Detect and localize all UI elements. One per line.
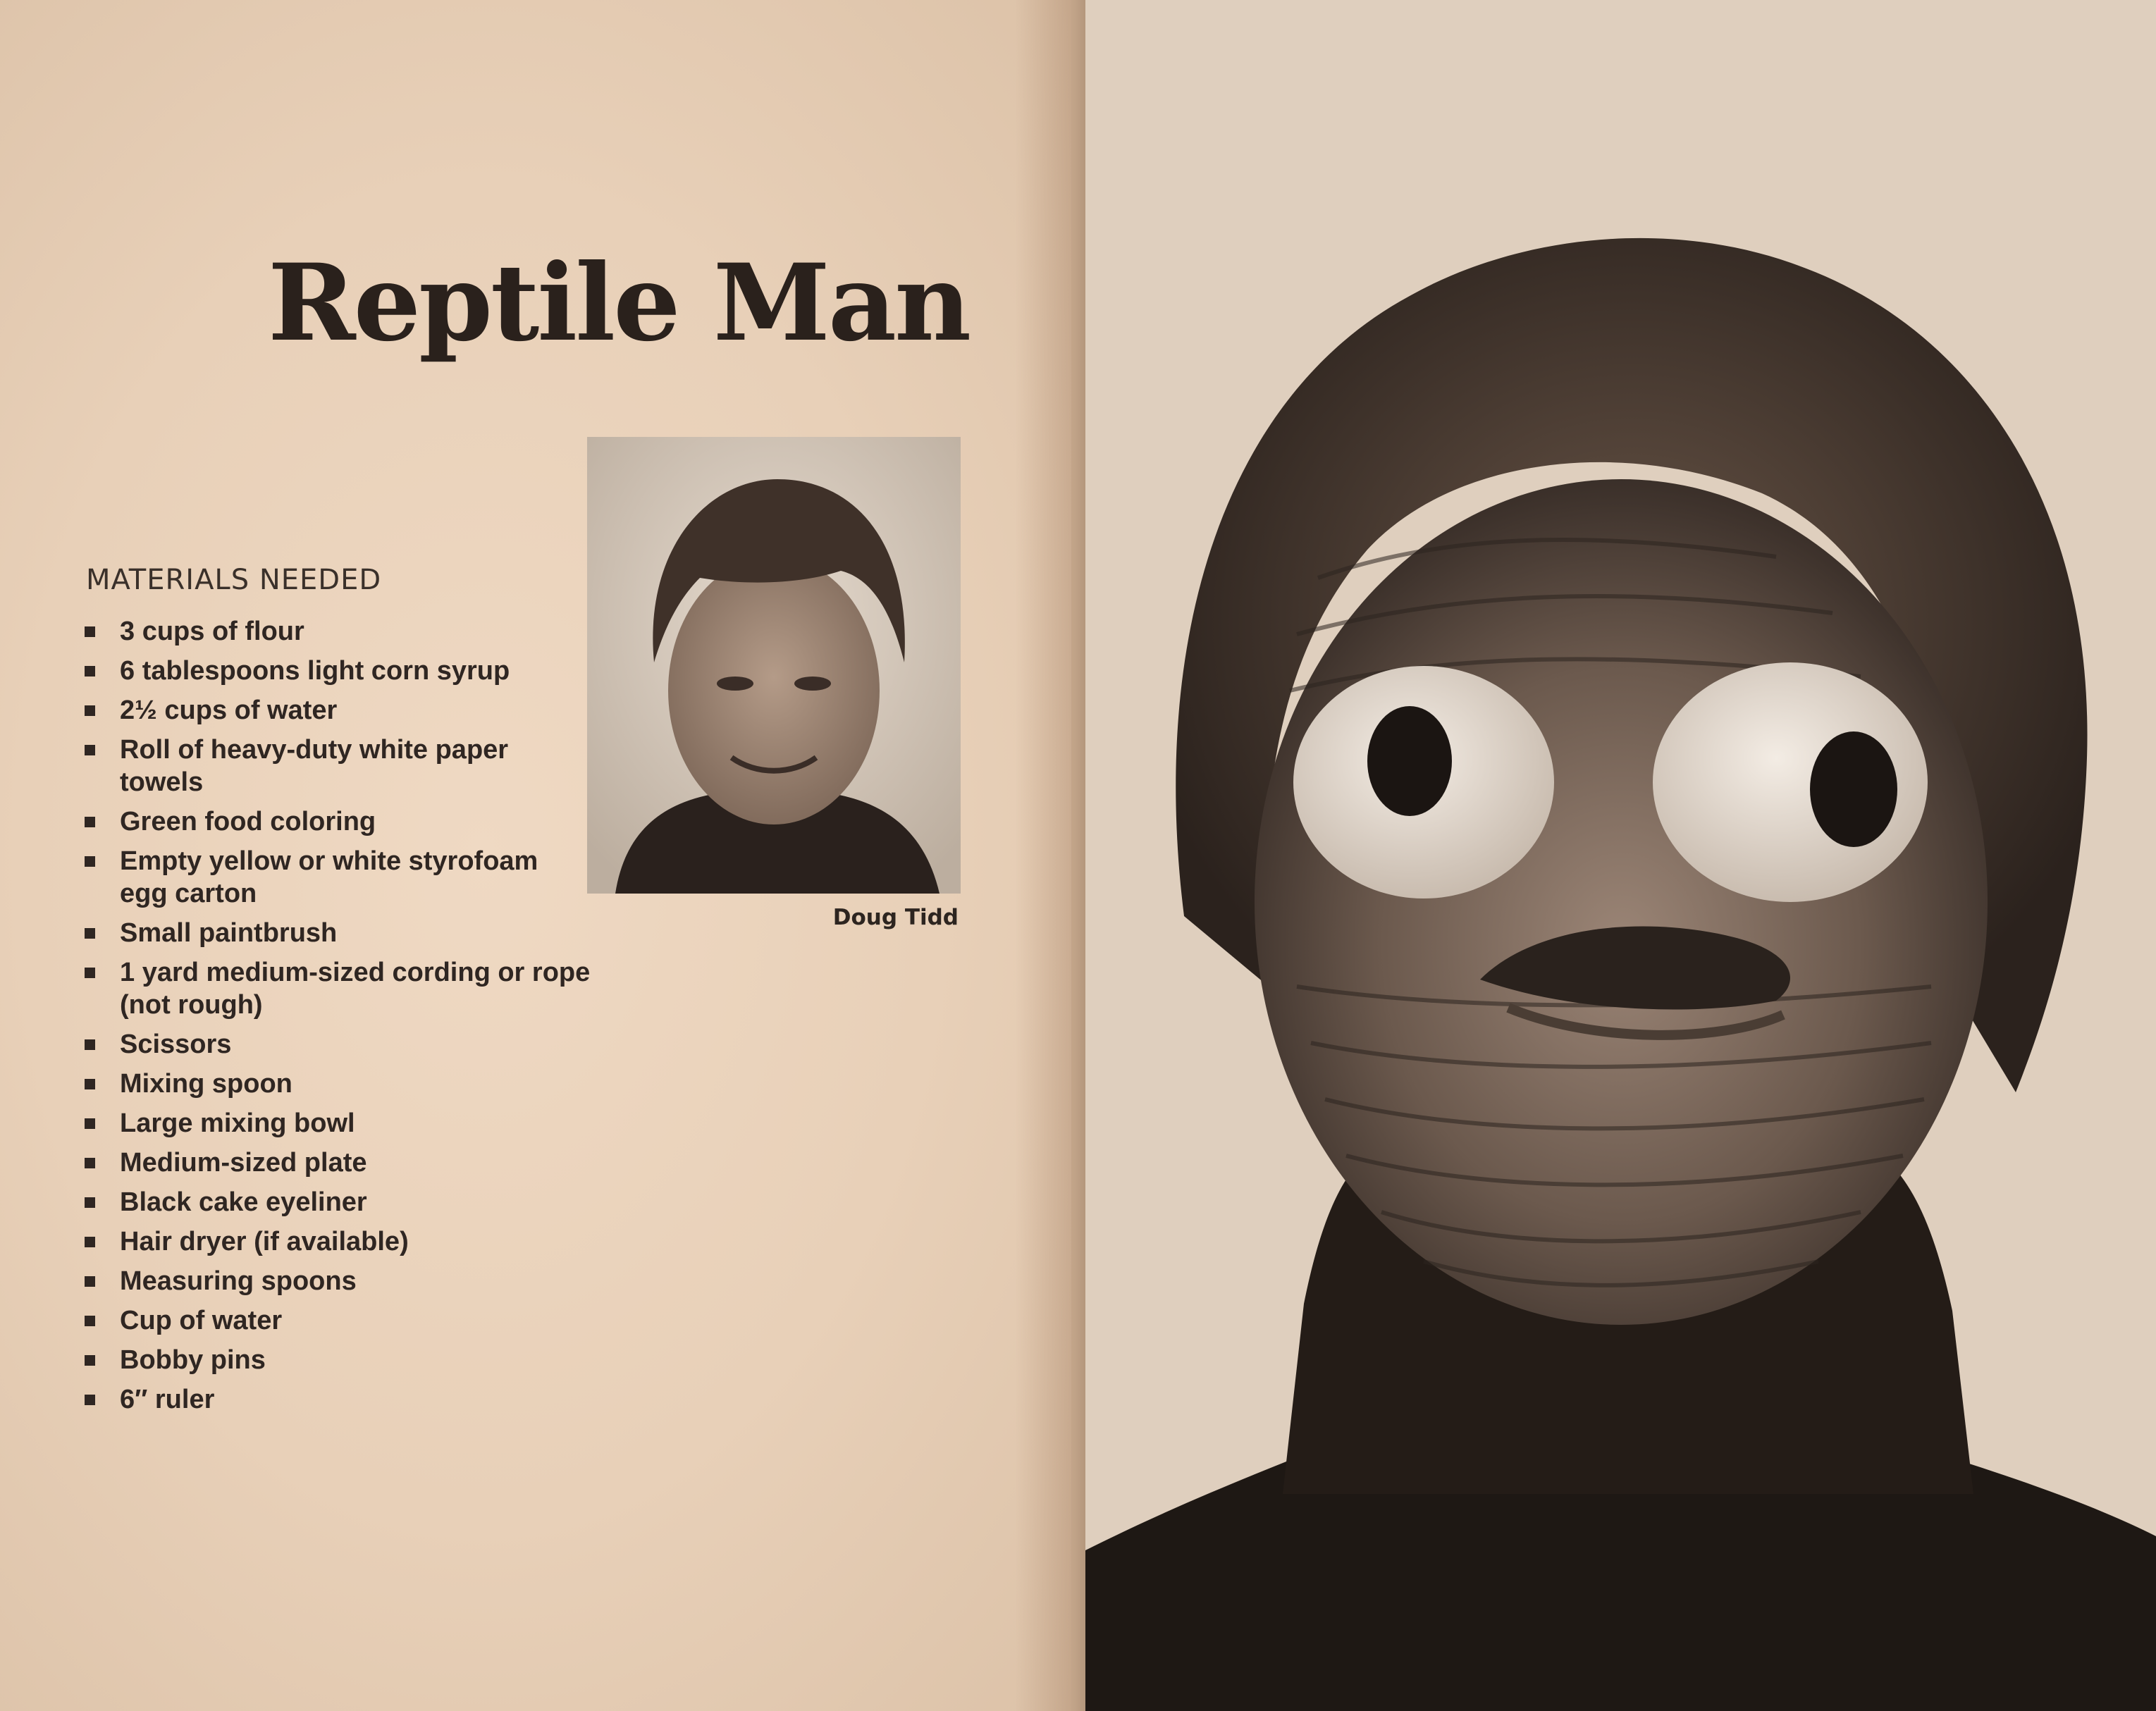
list-item — [79, 1225, 615, 1258]
list-item-text: Bobby pins — [120, 1345, 266, 1375]
list-item — [79, 845, 543, 910]
list-item — [79, 694, 615, 727]
boy-portrait-image — [587, 437, 961, 894]
list-item-text: Roll of heavy-duty white paper towels — [120, 735, 509, 797]
bullet-icon — [85, 1237, 95, 1247]
list-item-text: 6 tablespoons light corn syrup — [120, 656, 510, 686]
list-item — [79, 1068, 615, 1100]
list-item — [79, 956, 599, 1021]
list-item-text: Cup of water — [120, 1306, 283, 1335]
bullet-icon — [85, 1158, 95, 1168]
bullet-icon — [85, 1118, 95, 1129]
list-item-text: Large mixing bowl — [120, 1108, 355, 1138]
bullet-icon — [85, 1276, 95, 1287]
materials-heading: MATERIALS NEEDED — [86, 564, 382, 596]
bullet-icon — [85, 1079, 95, 1089]
list-item-text: 3 cups of flour — [120, 617, 304, 646]
photo-caption: Doug Tidd — [832, 905, 959, 930]
bullet-icon — [85, 1316, 95, 1326]
materials-list — [79, 615, 615, 1423]
bullet-icon — [85, 626, 95, 637]
list-item — [79, 734, 571, 798]
reptile-mask-photo — [1085, 0, 2156, 1711]
list-item — [79, 805, 615, 838]
page-title: Reptile Man — [268, 241, 970, 365]
bullet-icon — [85, 928, 95, 939]
list-item — [79, 1028, 615, 1061]
portrait-photo — [587, 437, 961, 894]
list-item — [79, 1107, 615, 1139]
bullet-icon — [85, 666, 95, 677]
left-page — [0, 0, 1071, 1711]
list-item-text: Measuring spoons — [120, 1266, 357, 1296]
list-item — [79, 615, 615, 648]
reptile-mask-image — [1085, 0, 2156, 1711]
bullet-icon — [85, 1039, 95, 1050]
list-item-text: Hair dryer (if available) — [120, 1227, 409, 1256]
list-item-text: 1 yard medium-sized cording or rope (not rough) — [120, 958, 591, 1020]
right-page — [1085, 0, 2156, 1711]
bullet-icon — [85, 968, 95, 978]
bullet-icon — [85, 1355, 95, 1366]
list-item-text: Green food coloring — [120, 807, 376, 836]
bullet-icon — [85, 817, 95, 827]
bullet-icon — [85, 745, 95, 755]
list-item-text: 6″ ruler — [120, 1385, 215, 1414]
list-item-text: Small paintbrush — [120, 918, 338, 948]
bullet-icon — [85, 856, 95, 867]
list-item-text: Empty yellow or white styrofoam egg carton — [120, 846, 538, 908]
list-item — [79, 917, 615, 949]
list-item — [79, 655, 615, 687]
bullet-icon — [85, 1395, 95, 1405]
list-item-text: Scissors — [120, 1030, 232, 1059]
list-item-text: 2½ cups of water — [120, 696, 338, 725]
bullet-icon — [85, 705, 95, 716]
list-item — [79, 1304, 615, 1337]
list-item — [79, 1344, 615, 1376]
list-item — [79, 1265, 615, 1297]
list-item — [79, 1147, 615, 1179]
list-item — [79, 1186, 615, 1218]
list-item — [79, 1383, 615, 1416]
list-item-text: Black cake eyeliner — [120, 1187, 367, 1217]
list-item-text: Mixing spoon — [120, 1069, 292, 1099]
list-item-text: Medium-sized plate — [120, 1148, 367, 1178]
bullet-icon — [85, 1197, 95, 1208]
